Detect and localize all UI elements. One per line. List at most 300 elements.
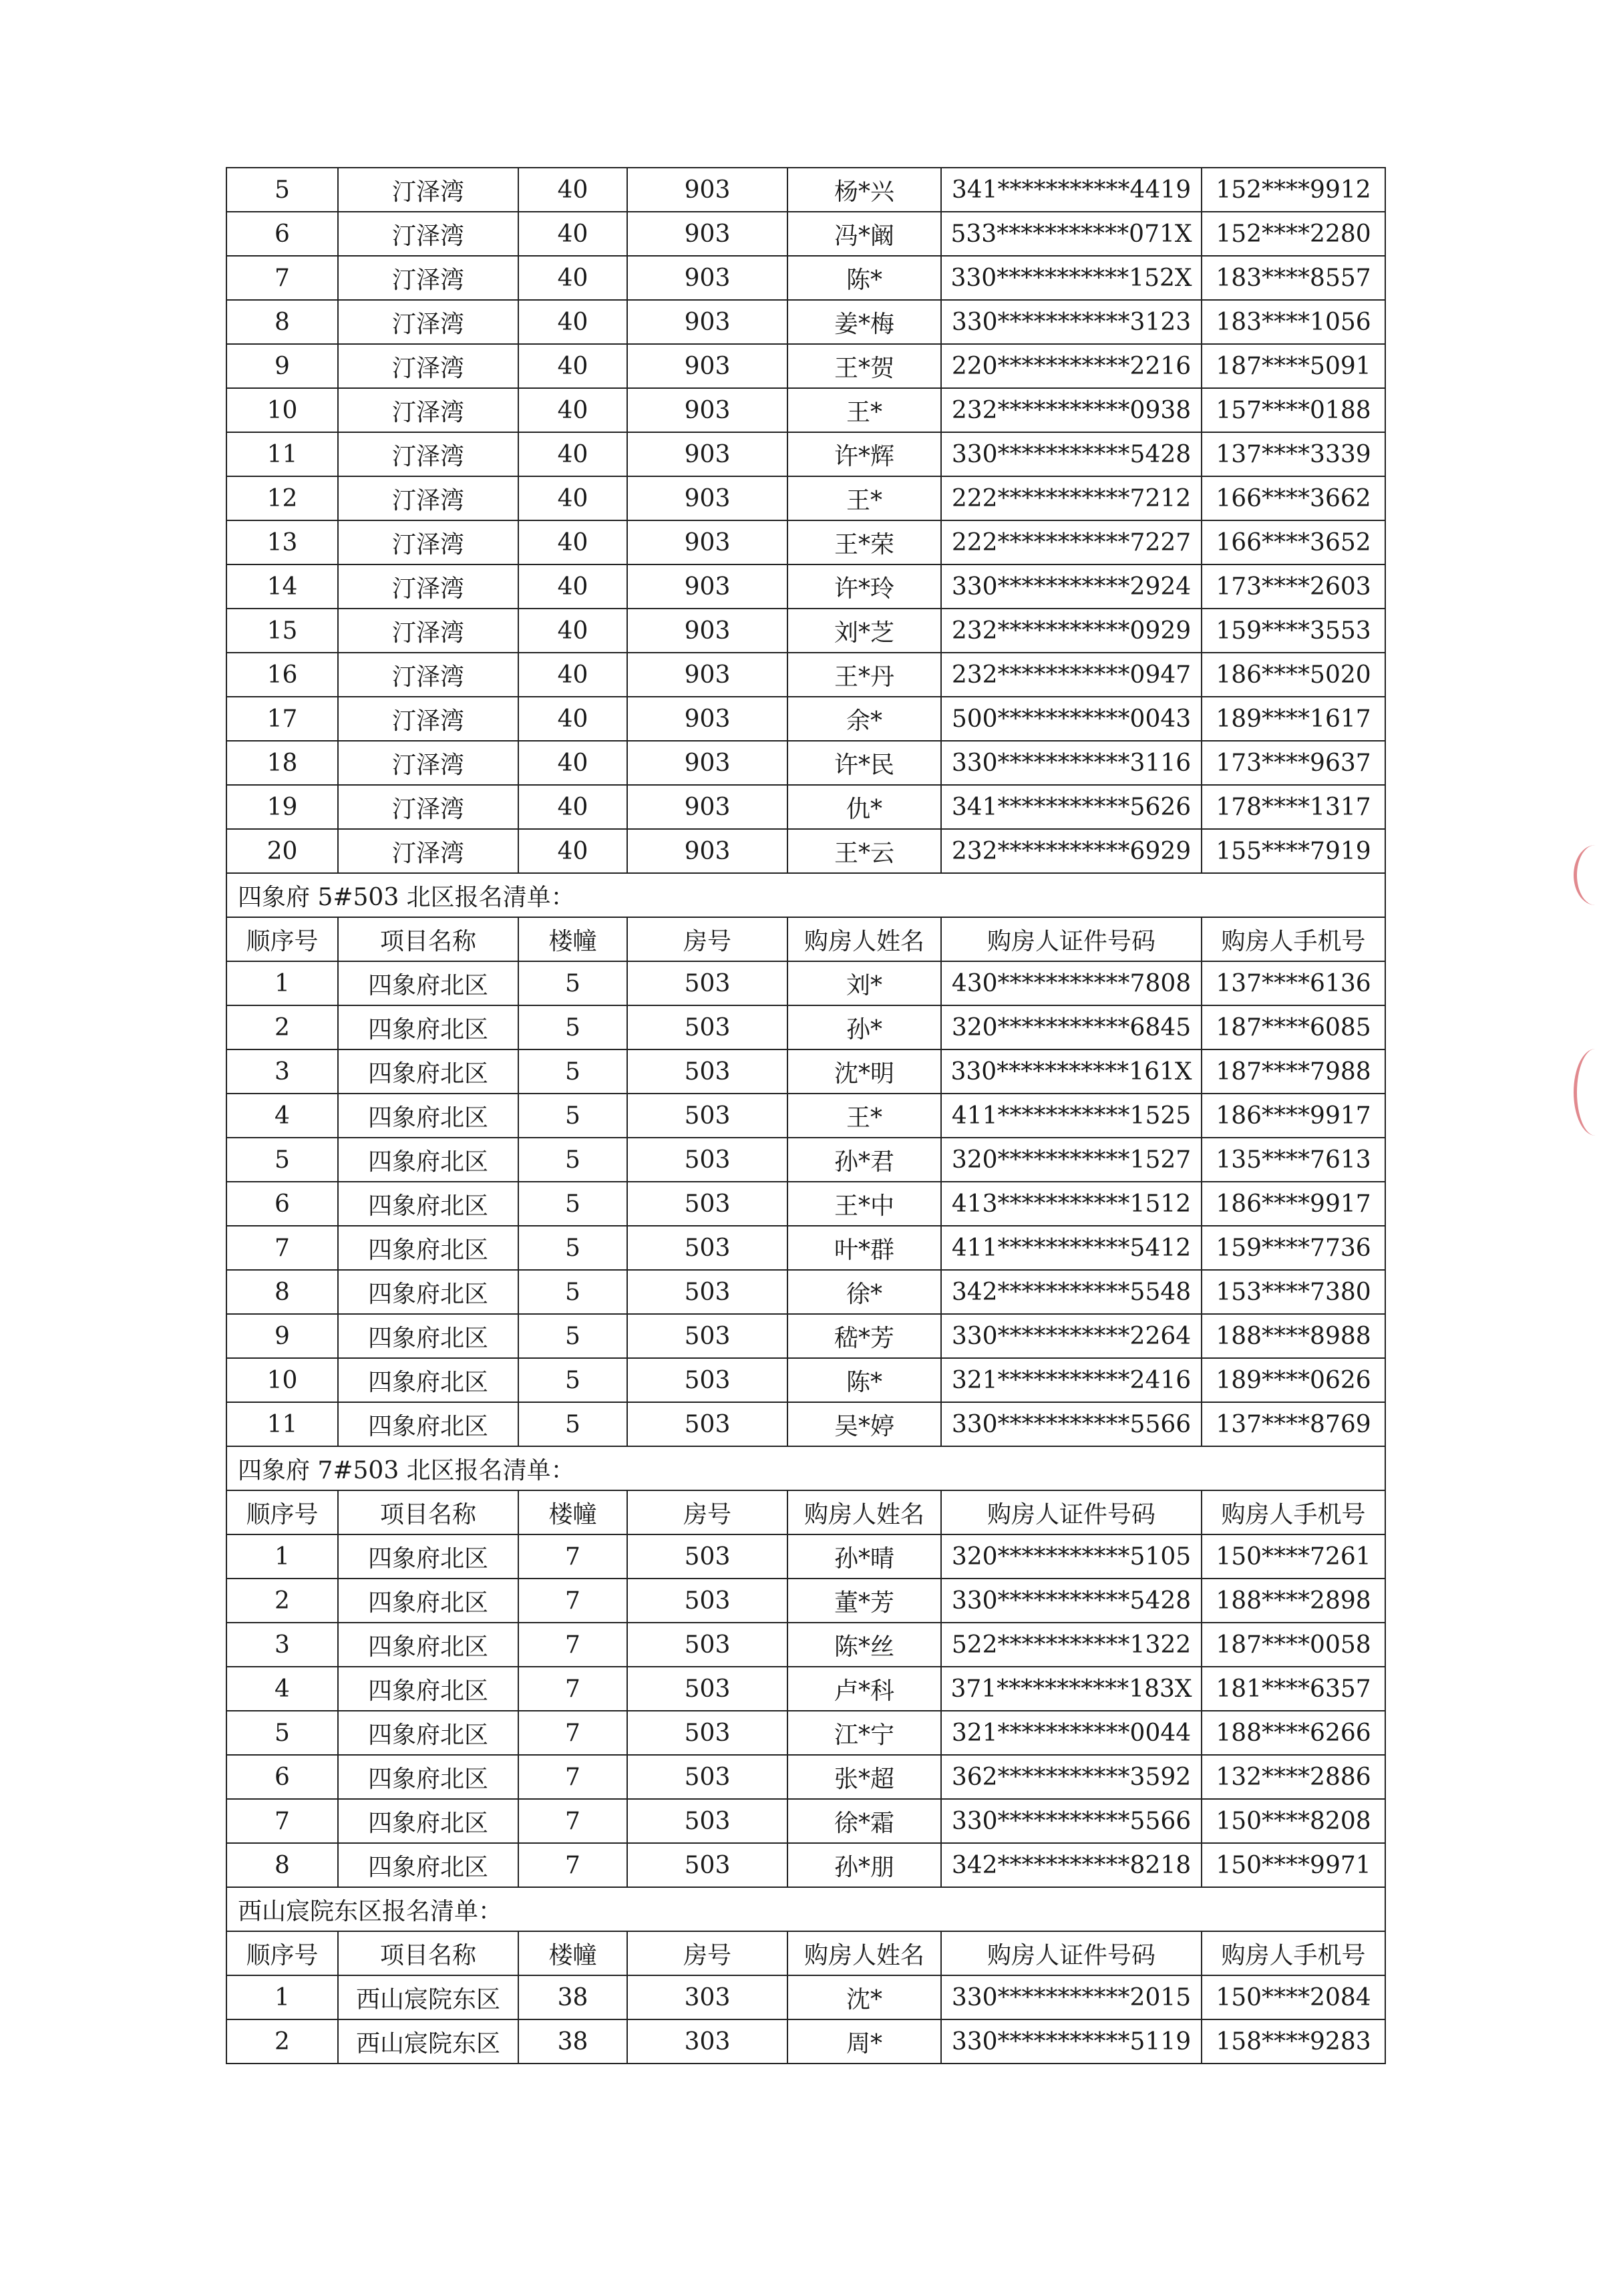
table-cell: 7 [518, 1755, 627, 1799]
table-cell: 四象府北区 [338, 1226, 518, 1270]
table-cell: 四象府北区 [338, 1049, 518, 1094]
table-cell: 341***********4419 [941, 168, 1202, 212]
column-header: 楼幢 [518, 917, 627, 961]
table-cell: 汀泽湾 [338, 168, 518, 212]
table-cell: 38 [518, 2019, 627, 2064]
table-cell: 5 [518, 1094, 627, 1138]
table-cell: 40 [518, 609, 627, 653]
table-cell: 8 [226, 1270, 338, 1314]
table-cell: 341***********5626 [941, 785, 1202, 829]
table-cell: 刘*芝 [787, 609, 941, 653]
table-cell: 903 [627, 697, 787, 741]
table-cell: 40 [518, 785, 627, 829]
table-row [226, 1843, 1385, 1887]
table-cell: 5 [518, 1270, 627, 1314]
column-header: 房号 [627, 1490, 787, 1534]
table-cell: 汀泽湾 [338, 741, 518, 785]
table-cell: 周* [787, 2019, 941, 2064]
table-cell: 徐* [787, 1270, 941, 1314]
table-row [226, 344, 1385, 388]
table-cell: 40 [518, 697, 627, 741]
table-cell: 187****0058 [1202, 1623, 1385, 1667]
table-cell: 3 [226, 1623, 338, 1667]
table-cell: 330***********5566 [941, 1402, 1202, 1446]
table-cell: 嵇*芳 [787, 1314, 941, 1358]
table-row [226, 256, 1385, 300]
table-cell: 9 [226, 1314, 338, 1358]
table-cell: 503 [627, 1226, 787, 1270]
table-cell: 11 [226, 1402, 338, 1446]
table-cell: 137****6136 [1202, 961, 1385, 1005]
table-cell: 王*云 [787, 829, 941, 873]
table-cell: 150****8208 [1202, 1799, 1385, 1843]
column-header: 顺序号 [226, 917, 338, 961]
table-row [226, 476, 1385, 520]
column-header: 购房人姓名 [787, 1931, 941, 1975]
table-cell: 7 [518, 1843, 627, 1887]
table-cell: 杨*兴 [787, 168, 941, 212]
table-cell: 362***********3592 [941, 1755, 1202, 1799]
table-cell: 330***********161X [941, 1049, 1202, 1094]
column-header: 购房人证件号码 [941, 917, 1202, 961]
table-cell: 陈*丝 [787, 1623, 941, 1667]
table-cell: 1 [226, 961, 338, 1005]
table-cell: 孙*君 [787, 1138, 941, 1182]
table-cell: 6 [226, 1182, 338, 1226]
table-cell: 7 [518, 1579, 627, 1623]
table-row [226, 1975, 1385, 2019]
table-row [226, 1094, 1385, 1138]
table-cell: 503 [627, 1358, 787, 1402]
table-row [226, 1667, 1385, 1711]
table-cell: 903 [627, 785, 787, 829]
table-cell: 500***********0043 [941, 697, 1202, 741]
table-cell: 5 [226, 1138, 338, 1182]
table-row [226, 1579, 1385, 1623]
table-cell: 503 [627, 1094, 787, 1138]
table-cell: 342***********8218 [941, 1843, 1202, 1887]
table-cell: 132****2886 [1202, 1755, 1385, 1799]
table-cell: 330***********152X [941, 256, 1202, 300]
table-cell: 320***********6845 [941, 1005, 1202, 1049]
column-header: 房号 [627, 917, 787, 961]
table-row [226, 1358, 1385, 1402]
table-cell: 40 [518, 256, 627, 300]
table-cell: 135****7613 [1202, 1138, 1385, 1182]
table-cell: 503 [627, 1049, 787, 1094]
table-cell: 5 [518, 1049, 627, 1094]
table-row [226, 1049, 1385, 1094]
table-cell: 5 [226, 168, 338, 212]
table-cell: 330***********2264 [941, 1314, 1202, 1358]
table-cell: 汀泽湾 [338, 256, 518, 300]
table-cell: 186****9917 [1202, 1094, 1385, 1138]
table-cell: 5 [518, 1358, 627, 1402]
table-cell: 186****9917 [1202, 1182, 1385, 1226]
table-cell: 903 [627, 212, 787, 256]
table-cell: 320***********5105 [941, 1534, 1202, 1579]
table-cell: 330***********5566 [941, 1799, 1202, 1843]
table-cell: 183****1056 [1202, 300, 1385, 344]
table-cell: 西山宸院东区 [338, 1975, 518, 2019]
table-cell: 汀泽湾 [338, 344, 518, 388]
table-row [226, 1138, 1385, 1182]
column-header: 房号 [627, 1931, 787, 1975]
table-cell: 411***********1525 [941, 1094, 1202, 1138]
table-cell: 342***********5548 [941, 1270, 1202, 1314]
column-header: 项目名称 [338, 1931, 518, 1975]
table-cell: 40 [518, 388, 627, 432]
table-cell: 18 [226, 741, 338, 785]
table-cell: 汀泽湾 [338, 829, 518, 873]
table-cell: 20 [226, 829, 338, 873]
table-cell: 许*玲 [787, 564, 941, 609]
column-header: 购房人姓名 [787, 1490, 941, 1534]
table-cell: 503 [627, 1755, 787, 1799]
table-cell: 四象府北区 [338, 1755, 518, 1799]
table-cell: 40 [518, 520, 627, 564]
table-cell: 150****2084 [1202, 1975, 1385, 2019]
column-header: 项目名称 [338, 1490, 518, 1534]
table-cell: 158****9283 [1202, 2019, 1385, 2064]
table-cell: 222***********7212 [941, 476, 1202, 520]
table-cell: 189****1617 [1202, 697, 1385, 741]
registration-table [226, 167, 1386, 2064]
table-cell: 徐*霜 [787, 1799, 941, 1843]
table-row [226, 212, 1385, 256]
table-cell: 汀泽湾 [338, 212, 518, 256]
table-cell: 903 [627, 476, 787, 520]
table-cell: 40 [518, 653, 627, 697]
table-row [226, 300, 1385, 344]
table-cell: 40 [518, 741, 627, 785]
table-cell: 503 [627, 1005, 787, 1049]
table-row [226, 2019, 1385, 2064]
table-cell: 40 [518, 829, 627, 873]
table-cell: 232***********6929 [941, 829, 1202, 873]
red-seal-edge-lower [1574, 1049, 1609, 1136]
table-cell: 董*芳 [787, 1579, 941, 1623]
section-caption-row [226, 1887, 1385, 1931]
table-cell: 吴*婷 [787, 1402, 941, 1446]
table-cell: 6 [226, 212, 338, 256]
table-cell: 沈* [787, 1975, 941, 2019]
table-cell: 150****7261 [1202, 1534, 1385, 1579]
table-cell: 9 [226, 344, 338, 388]
section-caption: 四象府 7#503 北区报名清单： [226, 1446, 1385, 1490]
table-cell: 189****0626 [1202, 1358, 1385, 1402]
table-cell: 汀泽湾 [338, 476, 518, 520]
table-cell: 40 [518, 168, 627, 212]
section-caption-row [226, 1446, 1385, 1490]
table-cell: 903 [627, 300, 787, 344]
table-cell: 四象府北区 [338, 1182, 518, 1226]
section-caption: 西山宸院东区报名清单： [226, 1887, 1385, 1931]
table-cell: 8 [226, 1843, 338, 1887]
table-cell: 西山宸院东区 [338, 2019, 518, 2064]
red-seal-edge [1574, 845, 1609, 905]
table-cell: 150****9971 [1202, 1843, 1385, 1887]
table-cell: 903 [627, 741, 787, 785]
table-cell: 王*丹 [787, 653, 941, 697]
table-cell: 四象府北区 [338, 961, 518, 1005]
table-cell: 4 [226, 1094, 338, 1138]
table-cell: 王*中 [787, 1182, 941, 1226]
column-header: 购房人证件号码 [941, 1490, 1202, 1534]
table-cell: 413***********1512 [941, 1182, 1202, 1226]
table-cell: 137****8769 [1202, 1402, 1385, 1446]
table-cell: 222***********7227 [941, 520, 1202, 564]
table-cell: 15 [226, 609, 338, 653]
table-cell: 503 [627, 1534, 787, 1579]
column-header: 楼幢 [518, 1931, 627, 1975]
table-cell: 汀泽湾 [338, 300, 518, 344]
table-cell: 四象府北区 [338, 1667, 518, 1711]
table-row [226, 609, 1385, 653]
table-cell: 8 [226, 300, 338, 344]
table-row [226, 1755, 1385, 1799]
table-cell: 503 [627, 1182, 787, 1226]
table-cell: 四象府北区 [338, 1094, 518, 1138]
table-cell: 5 [518, 961, 627, 1005]
table-row [226, 829, 1385, 873]
table-row [226, 1402, 1385, 1446]
table-cell: 232***********0947 [941, 653, 1202, 697]
table-cell: 四象府北区 [338, 1579, 518, 1623]
table-cell: 232***********0929 [941, 609, 1202, 653]
table-cell: 5 [518, 1005, 627, 1049]
table-cell: 166****3662 [1202, 476, 1385, 520]
table-row [226, 1623, 1385, 1667]
column-header: 楼幢 [518, 1490, 627, 1534]
table-row [226, 564, 1385, 609]
table-row [226, 1005, 1385, 1049]
table-cell: 5 [518, 1226, 627, 1270]
table-cell: 503 [627, 961, 787, 1005]
table-cell: 503 [627, 1843, 787, 1887]
table-cell: 303 [627, 1975, 787, 2019]
table-cell: 522***********1322 [941, 1623, 1202, 1667]
table-cell: 汀泽湾 [338, 609, 518, 653]
table-cell: 40 [518, 344, 627, 388]
table-cell: 7 [518, 1799, 627, 1843]
section-caption-row [226, 873, 1385, 917]
table-cell: 155****7919 [1202, 829, 1385, 873]
table-header-row [226, 1490, 1385, 1534]
table-cell: 173****9637 [1202, 741, 1385, 785]
table-cell: 5 [226, 1711, 338, 1755]
table-cell: 14 [226, 564, 338, 609]
table-cell: 王* [787, 1094, 941, 1138]
table-cell: 冯*阚 [787, 212, 941, 256]
table-cell: 303 [627, 2019, 787, 2064]
table-cell: 188****2898 [1202, 1579, 1385, 1623]
table-cell: 503 [627, 1623, 787, 1667]
table-cell: 321***********0044 [941, 1711, 1202, 1755]
table-cell: 503 [627, 1579, 787, 1623]
table-cell: 430***********7808 [941, 961, 1202, 1005]
table-cell: 153****7380 [1202, 1270, 1385, 1314]
table-cell: 5 [518, 1314, 627, 1358]
table-row [226, 432, 1385, 476]
table-cell: 503 [627, 1138, 787, 1182]
table-header-row [226, 917, 1385, 961]
table-cell: 汀泽湾 [338, 520, 518, 564]
table-cell: 5 [518, 1402, 627, 1446]
table-cell: 5 [518, 1138, 627, 1182]
table-row [226, 388, 1385, 432]
table-cell: 6 [226, 1755, 338, 1799]
table-cell: 刘* [787, 961, 941, 1005]
table-cell: 12 [226, 476, 338, 520]
table-cell: 40 [518, 432, 627, 476]
table-cell: 四象府北区 [338, 1623, 518, 1667]
table-cell: 四象府北区 [338, 1843, 518, 1887]
table-cell: 四象府北区 [338, 1314, 518, 1358]
table-cell: 仇* [787, 785, 941, 829]
table-cell: 371***********183X [941, 1667, 1202, 1711]
table-cell: 903 [627, 829, 787, 873]
table-cell: 183****8557 [1202, 256, 1385, 300]
table-cell: 503 [627, 1667, 787, 1711]
table-cell: 903 [627, 653, 787, 697]
column-header: 购房人手机号 [1202, 917, 1385, 961]
table-cell: 孙* [787, 1005, 941, 1049]
table-cell: 40 [518, 564, 627, 609]
column-header: 购房人姓名 [787, 917, 941, 961]
table-cell: 四象府北区 [338, 1402, 518, 1446]
table-cell: 四象府北区 [338, 1005, 518, 1049]
table-cell: 1 [226, 1975, 338, 2019]
table-cell: 181****6357 [1202, 1667, 1385, 1711]
table-cell: 330***********5428 [941, 1579, 1202, 1623]
table-row [226, 1314, 1385, 1358]
table-cell: 2 [226, 1579, 338, 1623]
table-cell: 汀泽湾 [338, 432, 518, 476]
table-cell: 王* [787, 388, 941, 432]
table-row [226, 697, 1385, 741]
table-cell: 汀泽湾 [338, 697, 518, 741]
table-cell: 330***********3116 [941, 741, 1202, 785]
table-cell: 330***********5119 [941, 2019, 1202, 2064]
table-row [226, 1799, 1385, 1843]
table-cell: 陈* [787, 1358, 941, 1402]
table-cell: 187****7988 [1202, 1049, 1385, 1094]
table-cell: 178****1317 [1202, 785, 1385, 829]
column-header: 购房人证件号码 [941, 1931, 1202, 1975]
table-header-row [226, 1931, 1385, 1975]
table-cell: 903 [627, 256, 787, 300]
table-cell: 四象府北区 [338, 1711, 518, 1755]
table-cell: 孙*朋 [787, 1843, 941, 1887]
table-row [226, 1182, 1385, 1226]
table-row [226, 785, 1385, 829]
column-header: 购房人手机号 [1202, 1931, 1385, 1975]
table-cell: 173****2603 [1202, 564, 1385, 609]
column-header: 顺序号 [226, 1931, 338, 1975]
table-cell: 7 [226, 1226, 338, 1270]
column-header: 项目名称 [338, 917, 518, 961]
table-cell: 四象府北区 [338, 1358, 518, 1402]
table-cell: 503 [627, 1799, 787, 1843]
table-cell: 4 [226, 1667, 338, 1711]
table-row [226, 961, 1385, 1005]
table-cell: 17 [226, 697, 338, 741]
table-cell: 王* [787, 476, 941, 520]
table-row [226, 520, 1385, 564]
table-cell: 沈*明 [787, 1049, 941, 1094]
table-cell: 137****3339 [1202, 432, 1385, 476]
table-cell: 157****0188 [1202, 388, 1385, 432]
table-cell: 503 [627, 1314, 787, 1358]
table-cell: 503 [627, 1402, 787, 1446]
table-cell: 903 [627, 564, 787, 609]
table-row [226, 1711, 1385, 1755]
table-cell: 11 [226, 432, 338, 476]
table-cell: 7 [518, 1711, 627, 1755]
table-cell: 5 [518, 1182, 627, 1226]
table-cell: 2 [226, 1005, 338, 1049]
table-cell: 许*辉 [787, 432, 941, 476]
table-cell: 四象府北区 [338, 1270, 518, 1314]
table-cell: 余* [787, 697, 941, 741]
table-cell: 汀泽湾 [338, 388, 518, 432]
table-cell: 汀泽湾 [338, 785, 518, 829]
table-cell: 188****6266 [1202, 1711, 1385, 1755]
table-cell: 13 [226, 520, 338, 564]
column-header: 购房人手机号 [1202, 1490, 1385, 1534]
table-cell: 411***********5412 [941, 1226, 1202, 1270]
table-cell: 王*荣 [787, 520, 941, 564]
table-cell: 姜*梅 [787, 300, 941, 344]
table-cell: 40 [518, 476, 627, 520]
table-cell: 汀泽湾 [338, 564, 518, 609]
table-cell: 330***********5428 [941, 432, 1202, 476]
table-cell: 321***********2416 [941, 1358, 1202, 1402]
table-cell: 152****9912 [1202, 168, 1385, 212]
section-caption: 四象府 5#503 北区报名清单： [226, 873, 1385, 917]
table-cell: 232***********0938 [941, 388, 1202, 432]
table-cell: 1 [226, 1534, 338, 1579]
column-header: 顺序号 [226, 1490, 338, 1534]
table-cell: 903 [627, 344, 787, 388]
table-cell: 38 [518, 1975, 627, 2019]
table-cell: 186****5020 [1202, 653, 1385, 697]
table-cell: 503 [627, 1711, 787, 1755]
table-row [226, 1534, 1385, 1579]
table-cell: 19 [226, 785, 338, 829]
table-cell: 陈* [787, 256, 941, 300]
table-cell: 152****2280 [1202, 212, 1385, 256]
table-row [226, 1226, 1385, 1270]
table-cell: 3 [226, 1049, 338, 1094]
table-cell: 188****8988 [1202, 1314, 1385, 1358]
table-cell: 330***********3123 [941, 300, 1202, 344]
table-cell: 7 [518, 1667, 627, 1711]
table-cell: 903 [627, 609, 787, 653]
table-cell: 7 [518, 1534, 627, 1579]
table-cell: 四象府北区 [338, 1534, 518, 1579]
table-cell: 503 [627, 1270, 787, 1314]
table-cell: 许*民 [787, 741, 941, 785]
table-cell: 903 [627, 168, 787, 212]
table-row [226, 653, 1385, 697]
table-row [226, 168, 1385, 212]
table-cell: 10 [226, 1358, 338, 1402]
table-cell: 汀泽湾 [338, 653, 518, 697]
table-cell: 330***********2015 [941, 1975, 1202, 2019]
table-cell: 7 [226, 256, 338, 300]
